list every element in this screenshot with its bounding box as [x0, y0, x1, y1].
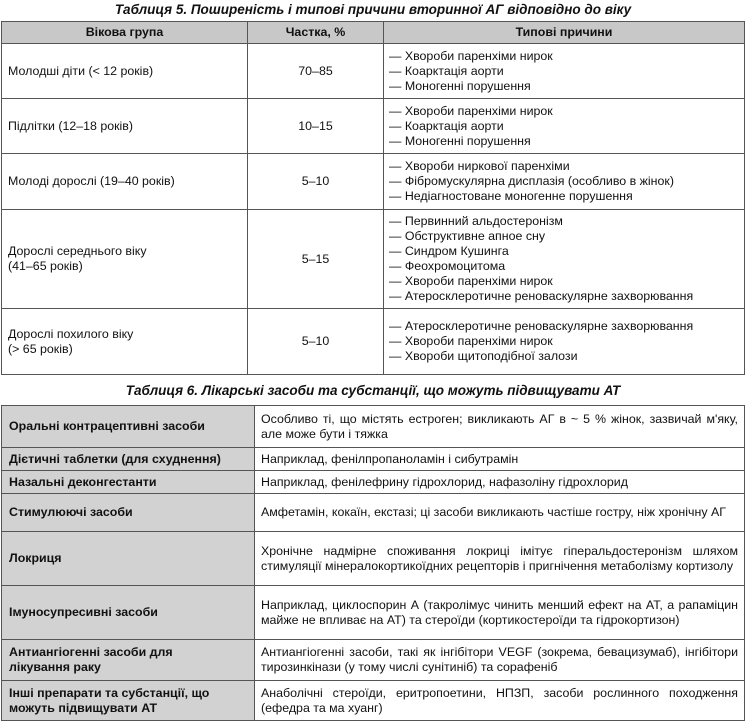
causes-cell — [384, 154, 745, 210]
age-group-cell — [2, 210, 248, 309]
cause-item: — Хвороби щитоподібної залози — [389, 349, 578, 363]
table5-header-row — [2, 22, 745, 44]
drug-name-line: можуть підвищувати АТ — [9, 700, 158, 715]
age-group-line: Дорослі похилого віку — [8, 326, 134, 341]
table-row — [2, 44, 745, 99]
table-row — [2, 154, 745, 210]
cause-item: — Первинний альдостеронізм — [389, 214, 563, 228]
cause-item: — Атеросклеротичне реноваскулярне захворювання — [389, 289, 694, 303]
table-row — [2, 494, 745, 532]
drug-name-line: Інші препарати та субстанції, що — [9, 685, 210, 700]
causes-cell — [384, 309, 745, 375]
drug-name-line: Стимулюючі засоби — [9, 505, 133, 519]
causes-cell — [384, 210, 745, 309]
table-row — [2, 448, 745, 471]
table-row — [2, 309, 745, 375]
drug-name-line: Антиангіогенні засоби для — [9, 645, 173, 659]
cause-item: — Коарктація аорти — [389, 118, 504, 133]
share-cell: 5–10 — [248, 309, 384, 375]
table-row — [2, 210, 745, 309]
cause-item: — Моногенні порушення — [389, 133, 531, 148]
share-cell: 5–15 — [248, 210, 384, 309]
age-causes-table — [1, 21, 745, 375]
drug-name-cell — [2, 640, 255, 681]
drug-name-cell — [2, 471, 255, 494]
drug-name-line: Імуносупресивні засоби — [9, 605, 158, 619]
table-row — [2, 406, 745, 448]
cause-item: — Фібромускулярна дисплазія (особливо в жінок) — [389, 174, 674, 188]
drug-desc-cell: Наприклад, фенілефрину гідрохлорид, нафазоліну гідрохлорид — [255, 471, 745, 494]
drug-name-line: лікування раку — [9, 660, 101, 674]
drug-name-cell — [2, 532, 255, 586]
cause-item: — Хвороби паренхіми нирок — [389, 274, 553, 288]
drug-name-line: Локриця — [9, 551, 62, 565]
drug-desc-cell: Хронічне надмірне споживання локриці імітує гіперальдостеронізм шляхом стимуляції мінералокортикоїдних рецепторів і пригнічення метаболізму кортизолу — [255, 532, 745, 586]
cause-item: — Коарктація аорти — [389, 63, 504, 78]
drug-name-line: Оральні контрацептивні засоби — [9, 419, 205, 433]
drug-name-line: Дієтичні таблетки (для схуднення) — [9, 451, 221, 466]
drug-name-line: Назальні деконгестанти — [9, 474, 157, 489]
cause-item: — Обструктивне апное сну — [389, 229, 546, 243]
share-cell: 10–15 — [248, 99, 384, 154]
drug-desc-cell: Антиангіогенні засоби, такі як інгібітори VEGF (зокрема, бевацизумаб), інгібітори тирозинкінази (у тому числі сунітиніб) та сорафеніб — [255, 640, 745, 681]
header-age-group: Вікова група — [2, 22, 248, 44]
cause-item: — Синдром Кушинга — [389, 244, 509, 258]
cause-item: — Хвороби ниркової паренхіми — [389, 159, 570, 173]
drug-name-cell — [2, 448, 255, 471]
table-row — [2, 586, 745, 640]
cause-item: — Феохромоцитома — [389, 259, 506, 273]
age-group-cell — [2, 309, 248, 375]
drug-desc-cell: Наприклад, фенілпропаноламін і сибутрамін — [255, 448, 745, 471]
header-causes: Типові причини — [384, 22, 745, 44]
cause-item: — Хвороби паренхіми нирок — [389, 103, 553, 118]
drug-desc-cell: Наприклад, циклоспорин А (такролімус чинить менший ефект на АТ, а рапаміцин майже не впливає на АТ) та стероїди (кортикостероїди та гідрокортизон) — [255, 586, 745, 640]
age-group-line: (> 65 років) — [8, 341, 73, 356]
cause-item: — Моногенні порушення — [389, 78, 531, 93]
drugs-table — [1, 405, 745, 721]
age-group-cell: Підлітки (12–18 років) — [2, 99, 248, 154]
drug-name-cell — [2, 681, 255, 721]
table-row — [2, 640, 745, 681]
cause-item: — Хвороби паренхіми нирок — [389, 334, 553, 348]
table5-caption: Таблиця 5. Поширеність і типові причини вторинної АГ відповідно до віку — [114, 2, 632, 17]
age-group-cell: Молодші діти (< 12 років) — [2, 44, 248, 99]
share-cell: 70–85 — [248, 44, 384, 99]
table-row — [2, 532, 745, 586]
age-group-cell: Молоді дорослі (19–40 років) — [2, 154, 248, 210]
drug-name-cell — [2, 406, 255, 448]
share-cell: 5–10 — [248, 154, 384, 210]
header-share: Частка, % — [248, 22, 384, 44]
causes-cell — [384, 99, 745, 154]
age-group-line: (41–65 років) — [8, 259, 83, 273]
table-row — [2, 99, 745, 154]
table-row — [2, 681, 745, 721]
drug-name-cell — [2, 586, 255, 640]
drug-name-cell — [2, 494, 255, 532]
cause-item: — Атеросклеротичне реноваскулярне захворювання — [389, 319, 694, 333]
causes-cell — [384, 44, 745, 99]
drug-desc-cell: Анаболічні стероїди, еритропоетини, НПЗП, засоби рослинного походження (ефедра та ма хуанг) — [255, 681, 745, 721]
cause-item: — Недіагностоване моногенне порушення — [389, 189, 633, 203]
cause-item: — Хвороби паренхіми нирок — [389, 48, 553, 63]
age-group-line: Дорослі середнього віку — [8, 244, 147, 258]
drug-desc-cell: Амфетамін, кокаїн, екстазі; ці засоби викликають частіше гостру, ніж хронічну АГ — [255, 494, 745, 532]
drug-desc-cell: Особливо ті, що містять естроген; викликають АГ в ~ 5 % жінок, зазвичай м'яку, але може бути і тяжка — [255, 406, 745, 448]
table-row — [2, 471, 745, 494]
table6-caption: Таблиця 6. Лікарські засоби та субстанції, що можуть підвищувати АТ — [125, 383, 621, 398]
